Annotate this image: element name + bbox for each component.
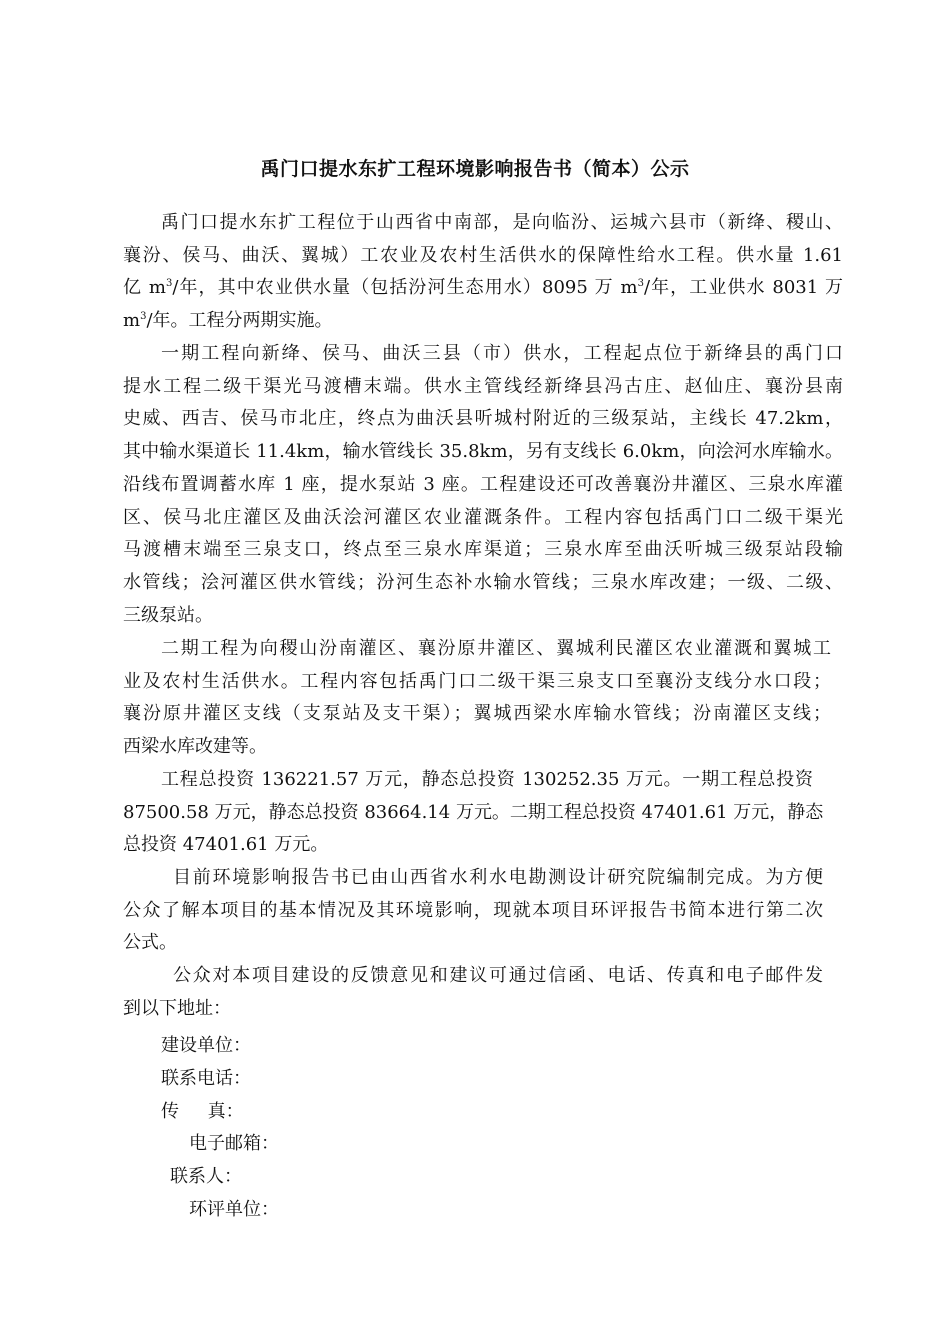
text-line: 马渡槽末端至三泉支口，终点至三泉水库渠道；三泉水库至曲沃听城三级泵站段输 [123,539,843,561]
superscript: 3 [165,278,173,290]
text-run: 亿 m [123,277,166,299]
superscript: 3 [140,311,147,323]
text-line: 二期工程为向稷山汾南灌区、襄汾原井灌区、翼城利民灌区农业灌溉和翼城工 [161,638,831,659]
paragraph-investment [123,764,824,862]
text-run: /年，其中农业供水量（包括汾河生态用水）8095 万 m [172,277,638,299]
paragraph-feedback [123,960,823,1025]
field-email-label: 电子邮箱： [189,1133,279,1154]
text-run: /年，工业供水 8031 万 [643,277,843,299]
text-line: 一期工程向新绛、侯马、曲沃三县（市）供水，工程起点位于新绛县的禹门口 [161,343,843,364]
paragraph-phase-one [123,338,843,632]
text-line: 总投资 47401.61 万元。 [123,834,329,856]
text-line [123,305,843,338]
text-line: 公众了解本项目的基本情况及其环境影响，现就本项目环评报告书简本进行第二次 [123,899,823,921]
text-line: 沿线布置调蓄水库 1 座，提水泵站 3 座。工程建设还可改善襄汾井灌区、三泉水库灌 [123,473,843,495]
text-line: 三级泵站。 [123,604,213,626]
field-contact-person-label: 联系人： [170,1166,242,1187]
text-line: 襄汾、侯马、曲沃、翼城）工农业及农村生活供水的保障性给水工程。供水量 1.61 [123,244,843,266]
text-line: 襄汾原井灌区支线（支泵站及支干渠）；翼城西梁水库输水管线；汾南灌区支线； [123,703,831,725]
text-line: 工程总投资 136221.57 万元，静态总投资 130252.35 万元。一期工程总投资 [161,769,813,790]
superscript: 3 [637,278,644,290]
field-fax-label: 传 真： [161,1101,244,1122]
text-line: 目前环境影响报告书已由山西省水利水电勘测设计研究院编制完成。为方便 [173,867,823,888]
text-line: 史威、西吉、侯马市北庄，终点为曲沃县听城村附近的三级泵站，主线长 47.2km， [123,408,843,430]
text-line: 水管线；浍河灌区供水管线；汾河生态补水输水管线；三泉水库改建；一级、二级、 [123,571,843,593]
field-phone-label: 联系电话： [161,1068,251,1089]
text-line: 业及农村生活供水。工程内容包括禹门口二级干渠三泉支口至襄汾支线分水口段； [123,670,831,692]
text-run: /年。工程分两期实施。 [146,310,333,332]
text-line: 到以下地址： [123,997,231,1019]
field-builder-label: 建设单位： [161,1035,251,1056]
text-line: 西梁水库改建等。 [123,736,267,758]
text-line: 87500.58 万元，静态总投资 83664.14 万元。二期工程总投资 47401.61 万元，静态 [123,801,824,823]
text-line: 提水工程二级干渠光马渡槽末端。供水主管线经新绛县冯古庄、赵仙庄、襄汾县南 [123,375,843,397]
text-line: 公众对本项目建设的反馈意见和建议可通过信函、电话、传真和电子邮件发 [173,965,823,986]
text-line: 区、侯马北庄灌区及曲沃浍河灌区农业灌溉条件。工程内容包括禹门口二级干渠光 [123,506,843,528]
text-line: 公式。 [123,932,177,954]
paragraph-status [123,862,823,960]
document-title: 禹门口提水东扩工程环境影响报告书（简本）公示 [260,158,690,180]
text-line: 禹门口提水东扩工程位于山西省中南部，是向临汾、运城六县市（新绛、稷山、 [161,212,843,233]
text-line [123,272,843,305]
paragraph-overview [123,207,843,338]
field-eia-unit-label: 环评单位： [189,1199,279,1220]
text-line: 其中输水渠道长 11.4km，输水管线长 35.8km，另有支线长 6.0km，向浍河水库输水。 [123,441,843,463]
paragraph-phase-two [123,633,831,764]
text-run: m [123,310,141,332]
